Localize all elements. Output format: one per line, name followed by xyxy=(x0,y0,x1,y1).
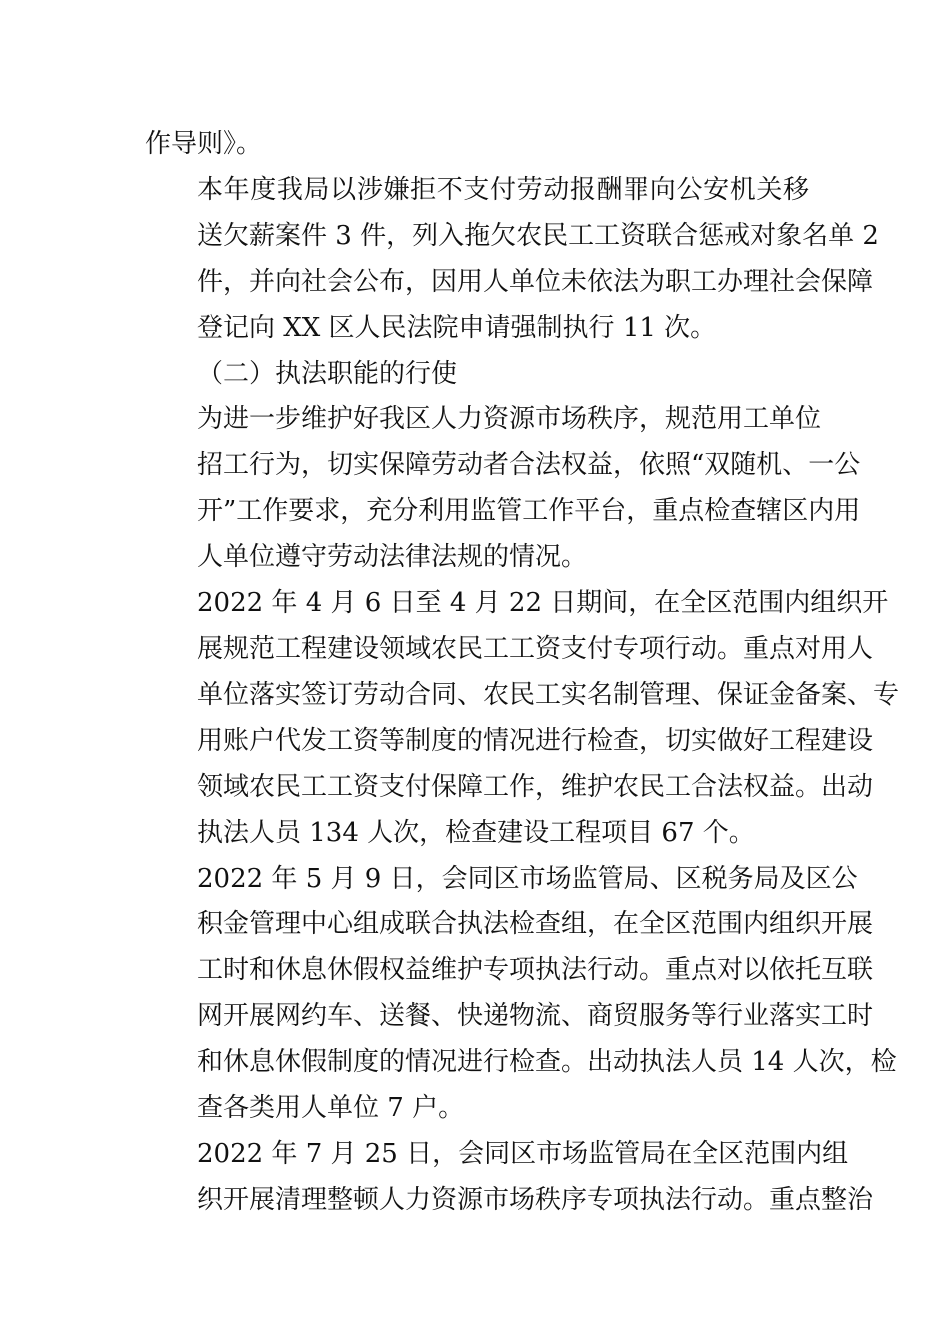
text-line: 本年度我局以涉嫌拒不支付劳动报酬罪向公安机关移 xyxy=(197,174,809,205)
paragraph xyxy=(145,857,897,1132)
text-line: （二）执法职能的行使 xyxy=(197,358,458,389)
paragraph xyxy=(145,397,861,581)
text-line: 和休息休假制度的情况进行检查。出动执法人员 14 人次，检 xyxy=(197,1047,897,1078)
document-body xyxy=(145,122,900,1224)
text-line: 单位落实签订劳动合同、农民工实名制管理、保证金备案、专 xyxy=(197,679,900,710)
text-line: 登记向 XX 区人民法院申请强制执行 11 次。 xyxy=(197,312,717,343)
text-line: 用账户代发工资等制度的情况进行检查，切实做好工程建设 xyxy=(197,725,874,756)
text-line: 2022 年 5 月 9 日，会同区市场监管局、区税务局及区公 xyxy=(197,863,858,894)
text-line: 织开展清理整顿人力资源市场秩序专项执法行动。重点整治 xyxy=(197,1184,874,1215)
text-line: 工时和休息休假权益维护专项执法行动。重点对以依托互联 xyxy=(197,955,874,986)
text-line: 领域农民工工资支付保障工作，维护农民工合法权益。出动 xyxy=(197,771,874,802)
text-line: 招工行为，切实保障劳动者合法权益，依照“双随机、一公 xyxy=(197,450,861,481)
section-heading xyxy=(145,352,809,398)
paragraph xyxy=(145,168,879,352)
text-line: 作导则》。 xyxy=(145,129,263,159)
text-line: 查各类用人单位 7 户。 xyxy=(197,1093,465,1124)
text-line: 执法人员 134 人次，检查建设工程项目 67 个。 xyxy=(197,817,755,848)
paragraph xyxy=(145,581,900,856)
text-line: 开”工作要求，充分利用监管工作平台，重点检查辖区内用 xyxy=(197,496,861,527)
text-line: 网开展网约车、送餐、快递物流、商贸服务等行业落实工时 xyxy=(197,1001,874,1032)
paragraph xyxy=(145,122,809,168)
paragraph xyxy=(145,1132,874,1224)
text-line: 2022 年 4 月 6 日至 4 月 22 日期间，在全区范围内组织开 xyxy=(197,588,889,619)
text-line: 展规范工程建设领域农民工工资支付专项行动。重点对用人 xyxy=(197,633,874,664)
text-line: 送欠薪案件 3 件，列入拖欠农民工工资联合惩戒对象名单 2 xyxy=(197,220,879,251)
text-line: 2022 年 7 月 25 日，会同区市场监管局在全区范围内组 xyxy=(197,1138,849,1169)
text-line: 积金管理中心组成联合执法检查组，在全区范围内组织开展 xyxy=(197,909,874,940)
text-line: 为进一步维护好我区人力资源市场秩序，规范用工单位 xyxy=(197,404,822,435)
text-line: 人单位遵守劳动法律法规的情况。 xyxy=(197,542,588,573)
text-line: 件，并向社会公布，因用人单位未依法为职工办理社会保障 xyxy=(197,266,874,297)
